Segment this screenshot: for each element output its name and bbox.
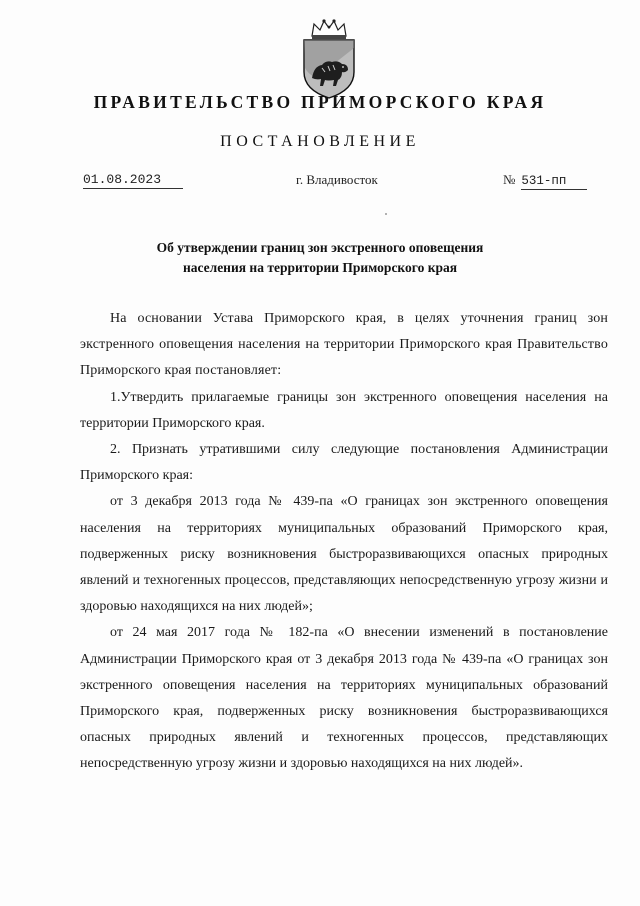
intro-paragraph: На основании Устава Приморского края, в целях уточнения границ зон экстренного оповещения населения на территории Приморского края Правительство Приморского края постановляет: [80,311,608,379]
item-1-paragraph: 1.Утвердить прилагаемые границы зон экстренного оповещения населения на территории Приморского края. [80,389,608,431]
subject-line-1: Об утверждении границ зон экстренного оповещения [156,240,484,255]
sub-item-1-paragraph: от 3 декабря 2013 года № 439-па «О границах зон экстренного оповещения населения на территориях муниципальных образований Приморского края, подверженных риску возникновения быстроразвивающихся опасных природных явлений и техногенных процессов, представляющих непосредственную угрозу жизни и здоровью находящихся на них людей»; [80,494,608,615]
document-subject [90,238,550,278]
primorsky-krai-coat-of-arms-icon [298,18,360,100]
item-2-paragraph: 2. Признать утратившими силу следующие постановления Администрации Приморского края: [80,442,608,484]
document-date: 01.08.2023 [83,172,183,189]
sub-item-2-paragraph: от 24 мая 2017 года № 182-па «О внесении изменений в постановление Администрации Приморского края от 3 декабря 2013 года № 439-па «О границах зон экстренного оповещения населения на территориях муниципальных образований Приморского края, подверженных риску возникновения быстроразвивающихся опасных природных явлений и техногенных процессов, представляющих непосредственную угрозу жизни и здоровью находящихся на них людей». [80,625,608,772]
document-body [80,306,608,778]
number-sign: № [503,172,516,187]
scan-speck [385,213,387,215]
government-title: ПРАВИТЕЛЬСТВО ПРИМОРСКОГО КРАЯ [93,92,547,112]
document-city: г. Владивосток [296,172,378,187]
document-type: ПОСТАНОВЛЕНИЕ [220,133,420,150]
subject-line-2: населения на территории Приморского края [182,260,458,275]
number-value: 531-пп [521,173,587,190]
document-number [503,172,598,190]
